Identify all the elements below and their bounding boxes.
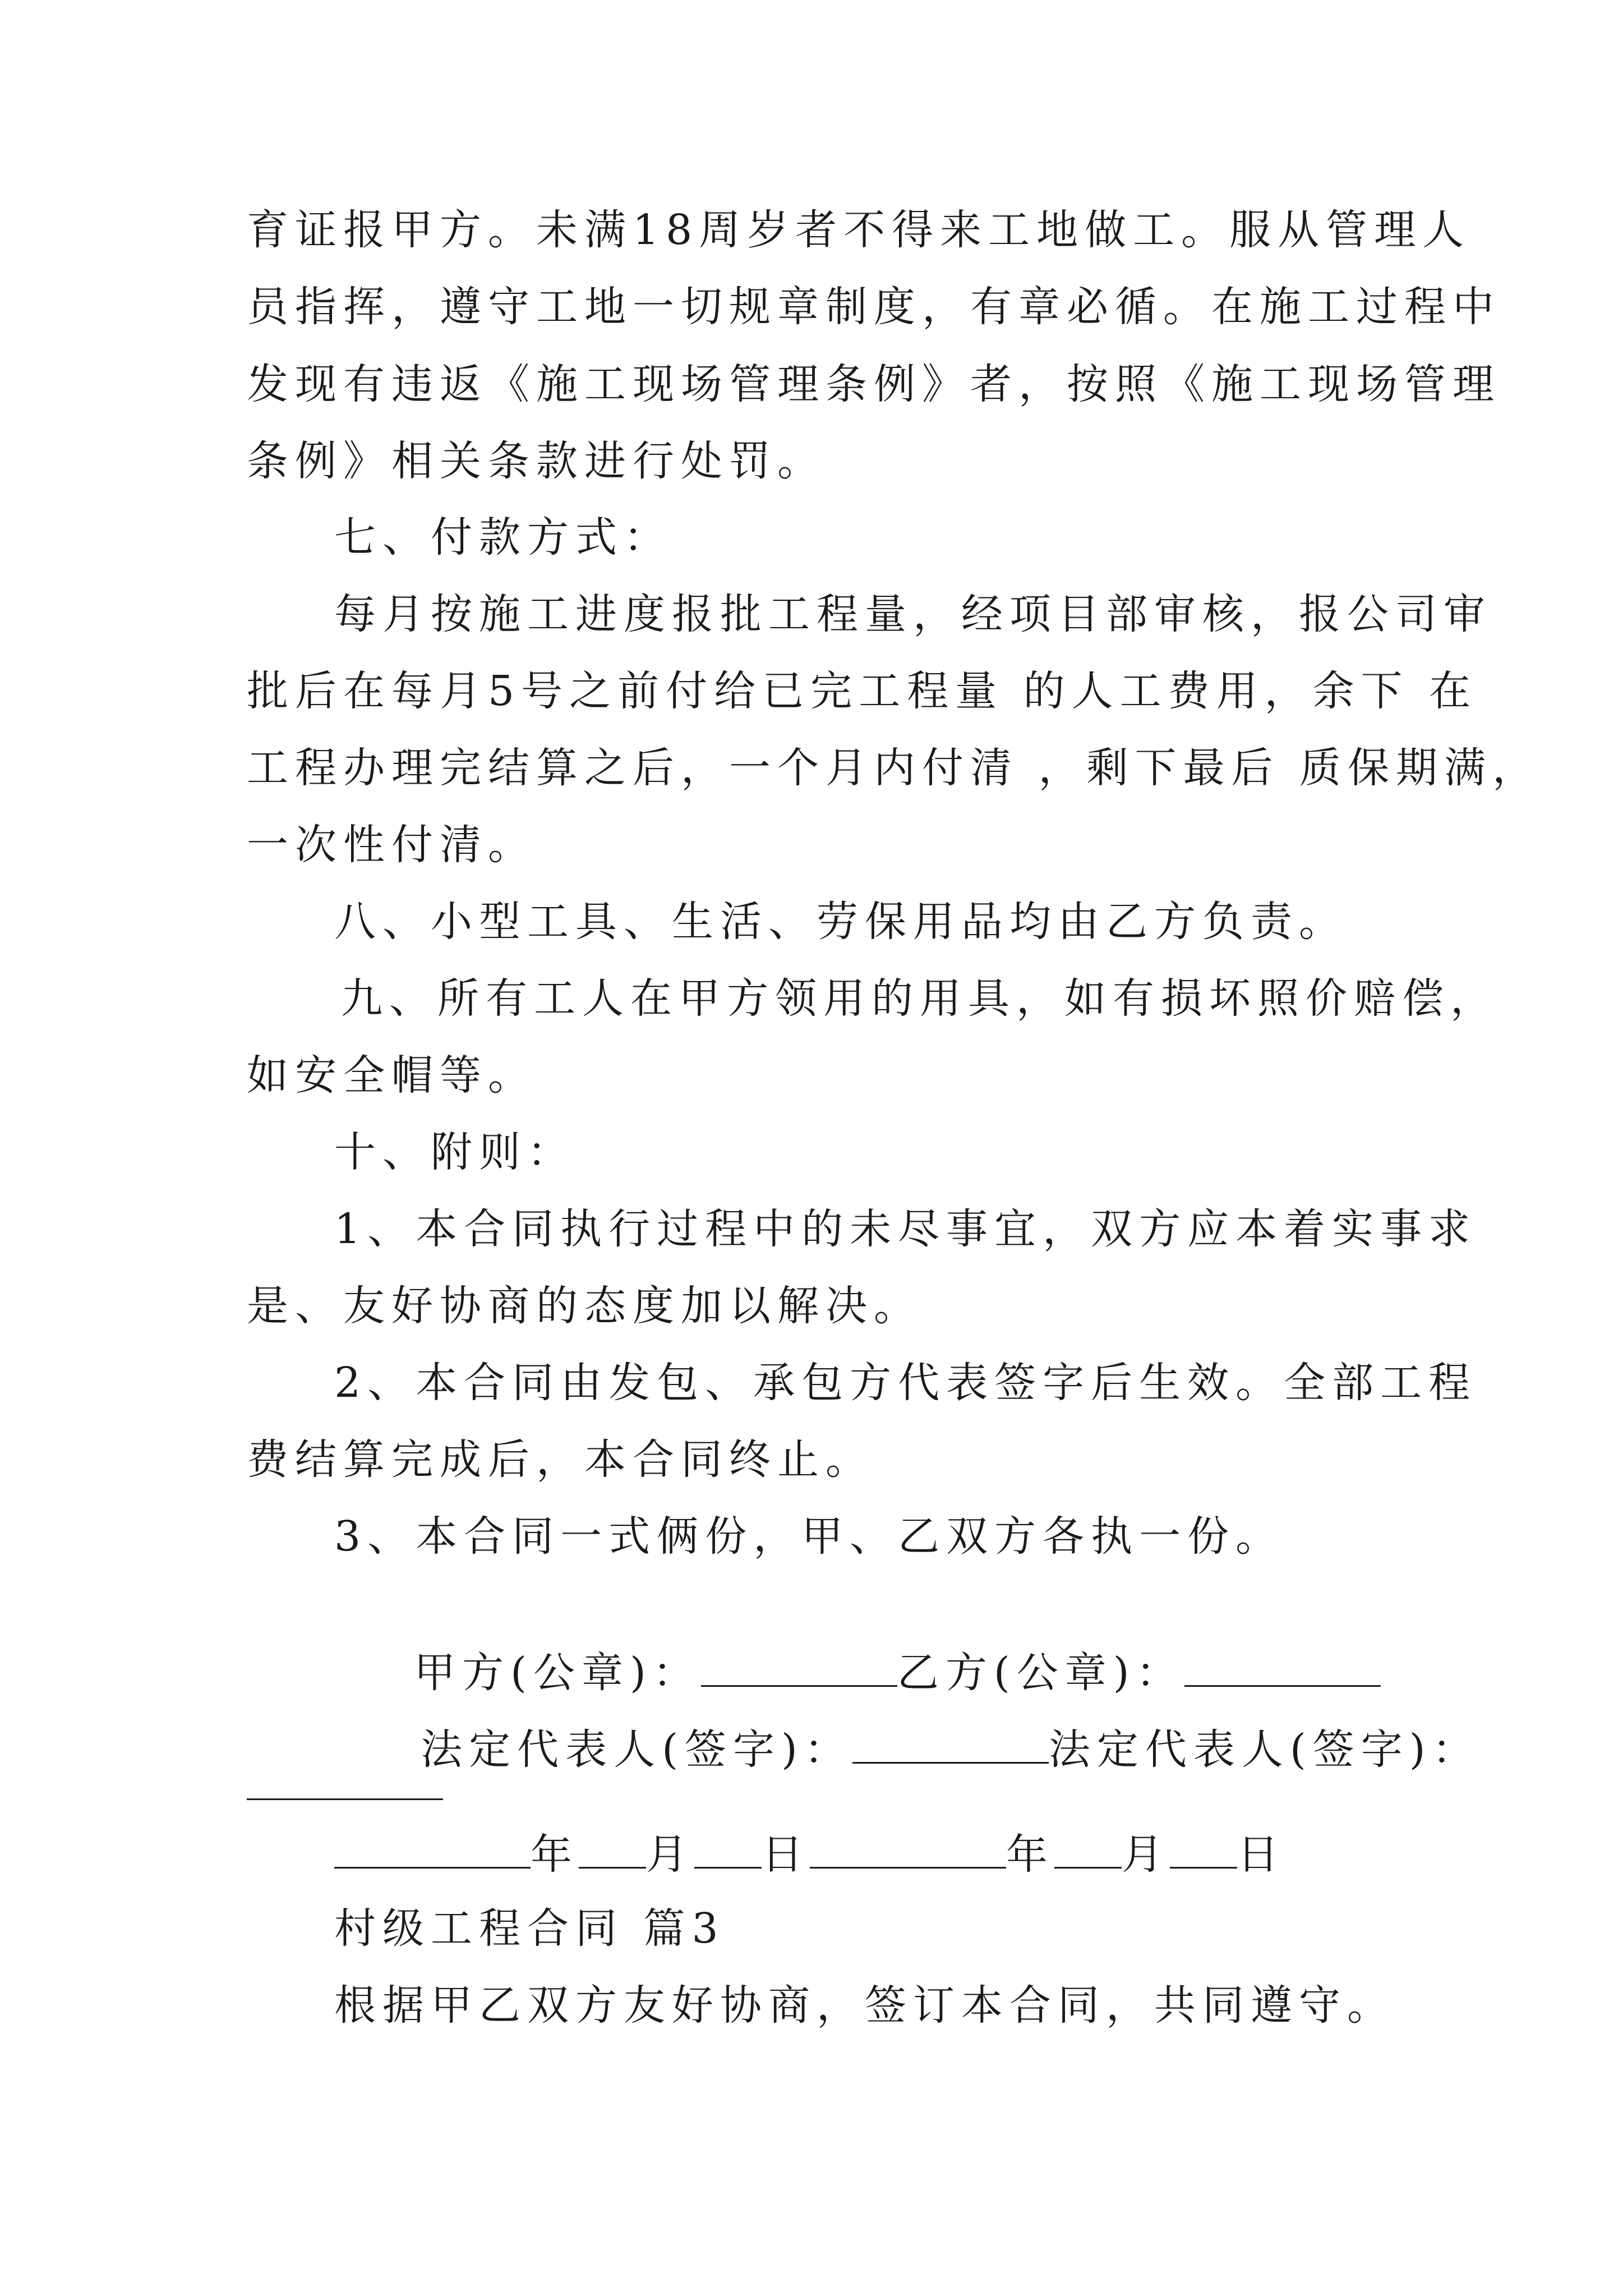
party-b-seal-label: 乙方(公章)： — [897, 1649, 1184, 1697]
rep-a-label: 法定代表人(签字)： — [421, 1726, 852, 1774]
day-a-blank — [694, 1823, 762, 1869]
paragraph-line: 3、本合同一式俩份，甲、乙双方各执一份。 — [334, 1512, 1284, 1561]
paragraph-line: 批后在每月5号之前付给已完工程量 的人工费用，余下 在 — [247, 667, 1478, 715]
section-heading-payment: 七、付款方式： — [334, 513, 672, 562]
paragraph-line: 发现有违返《施工现场管理条例》者，按照《施工现场管理 — [247, 360, 1501, 408]
rep-b-label: 法定代表人(签字)： — [1048, 1726, 1481, 1774]
representative-line — [341, 1662, 1481, 1834]
day-b-blank — [1170, 1823, 1237, 1869]
paragraph-line: 员指挥，遵守工地一切规章制度，有章必循。在施工过程中 — [247, 283, 1501, 331]
year-a-label: 年 — [531, 1830, 579, 1879]
year-b-label: 年 — [1006, 1830, 1054, 1879]
paragraph-line: 育证报甲方。未满18周岁者不得来工地做工。服从管理人 — [247, 206, 1471, 254]
paragraph-line: 如安全帽等。 — [247, 1051, 536, 1099]
section-heading-equipment: 九、所有工人在甲方领用的用具，如有损坏照价赔偿， — [341, 974, 1498, 1023]
paragraph-line: 工程办理完结算之后，一个月内付清 ，剩下最后 质保期满， — [247, 744, 1541, 792]
paragraph-line: 1、本合同执行过程中的未尽事宜，双方应本着实事求 — [334, 1205, 1477, 1253]
rep-a-blank — [852, 1718, 1049, 1764]
paragraph-line: 是、友好协商的态度加以解决。 — [247, 1282, 922, 1330]
day-a-label: 日 — [762, 1830, 810, 1879]
section-title: 村级工程合同 篇3 — [334, 1904, 725, 1953]
paragraph-line: 条例》相关条款进行处罚。 — [247, 437, 826, 485]
day-b-label: 日 — [1237, 1830, 1285, 1879]
party-a-seal-label: 甲方(公章)： — [414, 1649, 701, 1697]
section-heading-appendix: 十、附则： — [334, 1128, 575, 1176]
month-a-blank — [579, 1823, 646, 1869]
paragraph-line: 2、本合同由发包、承包方代表签字后生效。全部工程 — [334, 1359, 1477, 1407]
paragraph-line: 每月按施工进度报批工程量，经项目部审核，报公司审 — [334, 590, 1492, 638]
date-line — [334, 1823, 1285, 1883]
year-b-blank — [810, 1823, 1006, 1869]
section-heading-tools: 八、小型工具、生活、劳保用品均由乙方负责。 — [334, 898, 1347, 946]
rep-b-blank — [247, 1798, 443, 1800]
paragraph-line: 一次性付清。 — [247, 821, 536, 869]
closing-line: 根据甲乙双方友好协商，签订本合同，共同遵守。 — [334, 1981, 1395, 2030]
month-b-blank — [1054, 1823, 1122, 1869]
paragraph-line: 费结算完成后，本合同终止。 — [247, 1435, 874, 1484]
month-b-label: 月 — [1122, 1830, 1170, 1879]
month-a-label: 月 — [646, 1830, 694, 1879]
year-a-blank — [334, 1823, 531, 1869]
